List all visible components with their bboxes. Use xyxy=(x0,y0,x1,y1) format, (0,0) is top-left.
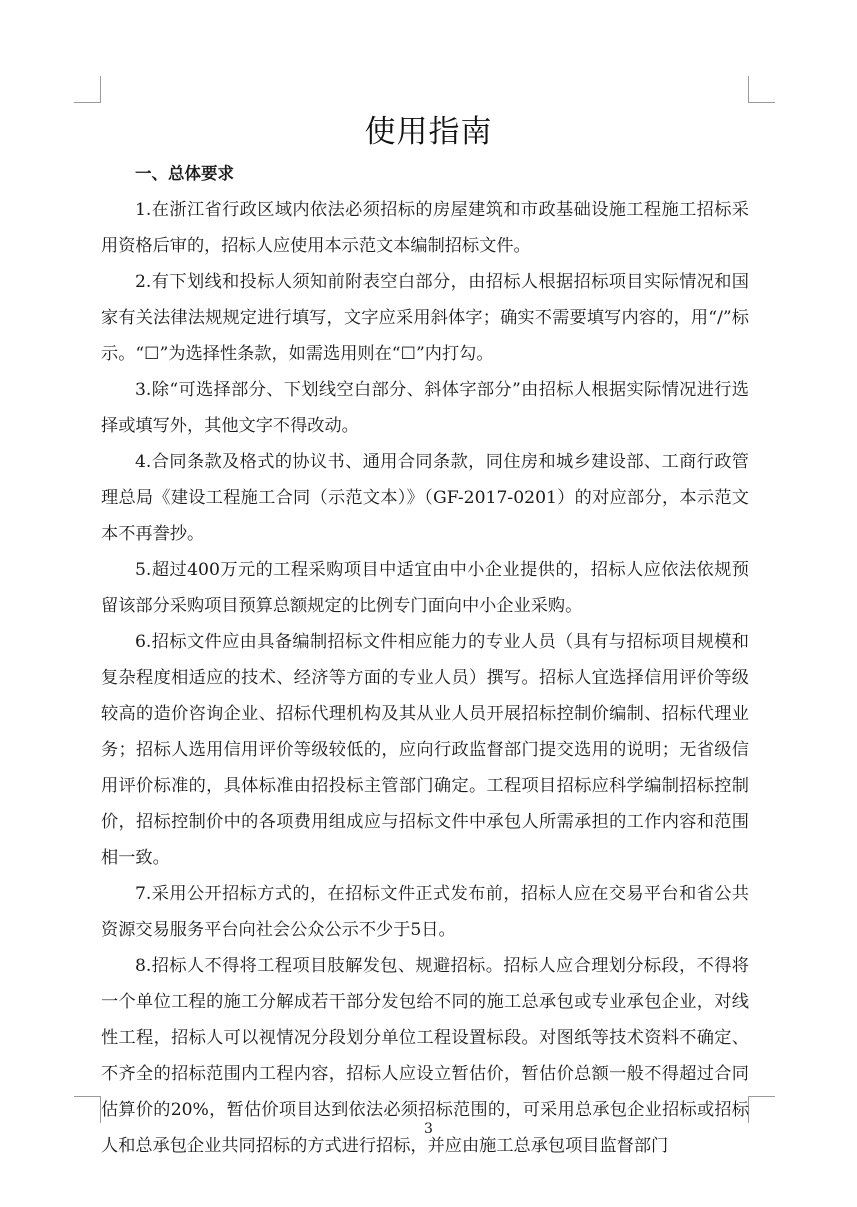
paragraph-3: 3.除“可选择部分、下划线空白部分、斜体字部分”由招标人根据实际情况进行选择或填写外，其他文字不得改动。 xyxy=(101,380,749,436)
paragraph-6: 6.招标文件应由具备编制招标文件相应能力的专业人员（具有与招标项目规模和复杂程度相适应的技术、经济等方面的专业人员）撰写。招标人宜选择信用评价等级较高的造价咨询企业、招标代理机构及其从业人员开展招标控制价编制、招标代理业务；招标人选用信用评价等级较低的，应向行政监督部门提交选用的说明；无省级信用评价标准的，具体标准由招投标主管部门确定。工程项目招标应科学编制招标控制价，招标控制价中的各项费用组成应与招标文件中承包人所需承担的工作内容和范围相一致。 xyxy=(101,632,749,868)
paragraph-7: 7.采用公开招标方式的，在招标文件正式发布前，招标人应在交易平台和省公共资源交易服务平台向社会公众公示不少于5日。 xyxy=(101,884,749,940)
page-number: 3 xyxy=(424,1121,433,1137)
paragraph-4: 4.合同条款及格式的协议书、通用合同条款，同住房和城乡建设部、工商行政管理总局《建设工程施工合同（示范文本）》（GF-2017-0201）的对应部分，本示范文本不再誊抄。 xyxy=(101,452,749,544)
crop-mark-top-left xyxy=(74,76,101,103)
paragraph-5: 5.超过400万元的工程采购项目中适宜由中小企业提供的，招标人应依法依规预留该部分采购项目预算总额规定的比例专门面向中小企业采购。 xyxy=(101,560,749,616)
paragraph-2: 2.有下划线和投标人须知前附表空白部分，由招标人根据招标项目实际情况和国家有关法律法规规定进行填写，文字应采用斜体字；确实不需要填写内容的，用“/”标示。“☐”为选择性条款，如需选用则在“☐”内打勾。 xyxy=(101,272,749,364)
paragraph-8: 8.招标人不得将工程项目肢解发包、规避招标。招标人应合理划分标段，不得将一个单位工程的施工分解成若干部分发包给不同的施工总承包或专业承包企业，对线性工程，招标人可以视情况分段划分单位工程设置标段。对图纸等技术资料不确定、不齐全的招标范围内工程内容，招标人应设立暂估价，暂估价总额一般不得超过合同估算价的20%，暂估价项目达到依法必须招标范围的，可采用总承包企业招标或招标人和总承包企业共同招标的方式进行招标，并应由施工总承包项目监督部门 xyxy=(101,956,749,1156)
section-heading: 一、总体要求 xyxy=(135,164,234,183)
crop-mark-top-right xyxy=(748,76,775,103)
page-title: 使用指南 xyxy=(364,114,493,150)
paragraph-1: 1.在浙江省行政区域内依法必须招标的房屋建筑和市政基础设施工程施工招标采用资格后审的，招标人应使用本示范文本编制招标文件。 xyxy=(101,200,749,256)
document-body xyxy=(101,156,749,1164)
